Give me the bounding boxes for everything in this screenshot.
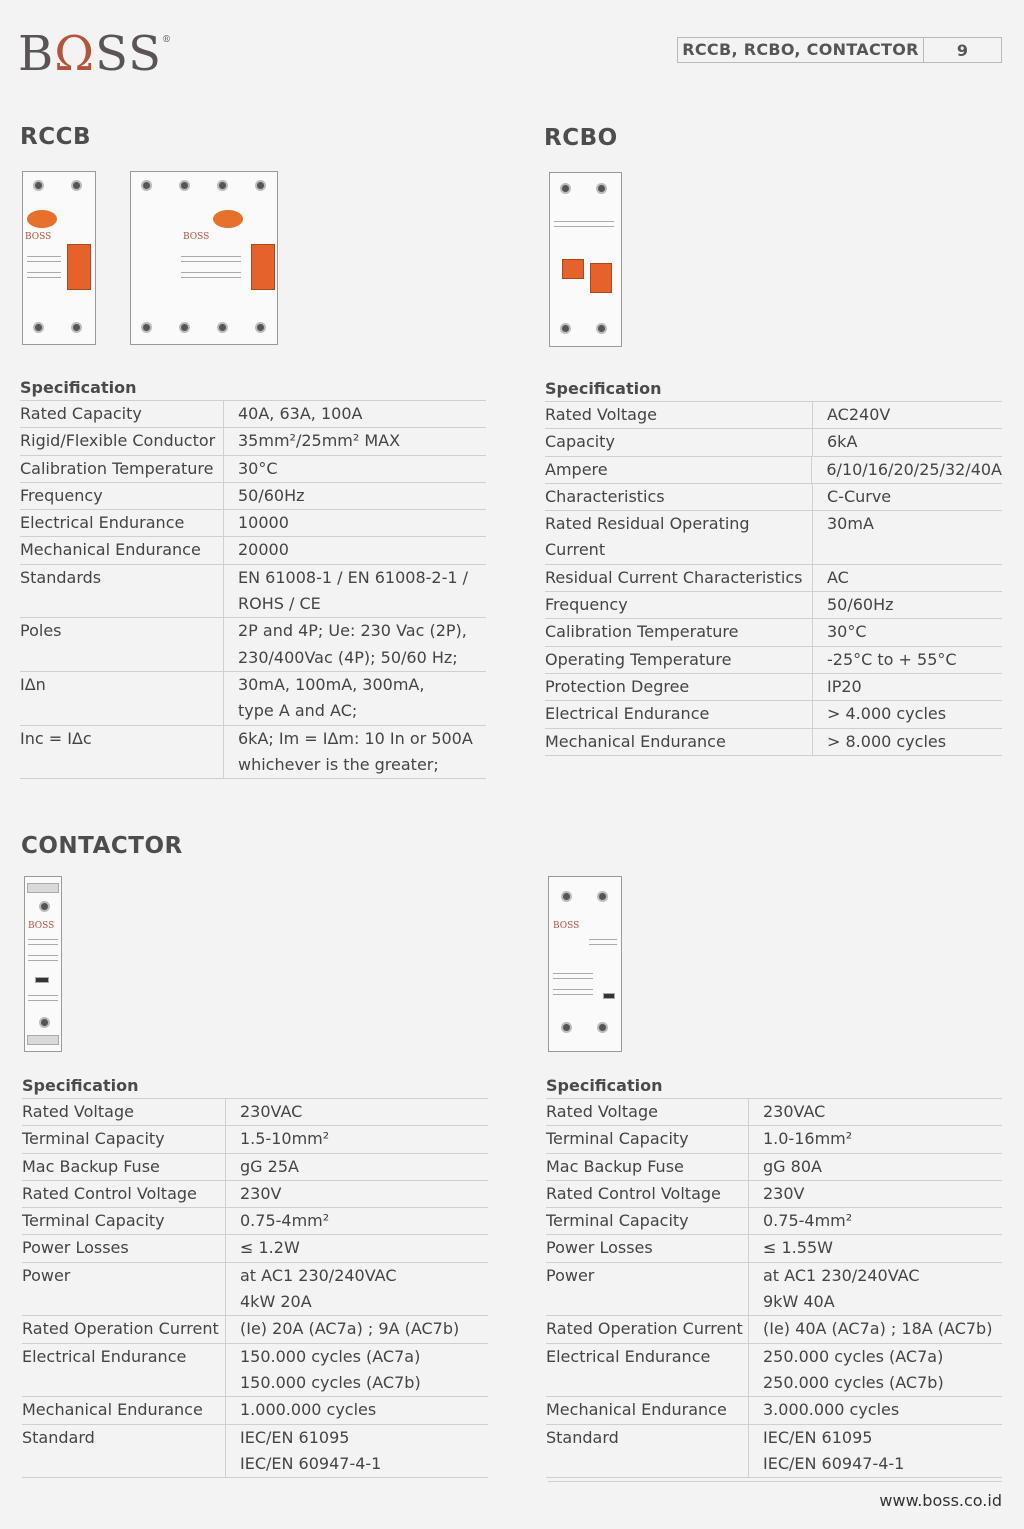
- spec-row: [20, 427, 486, 454]
- spec-value: [225, 1154, 299, 1180]
- spec-value-line: 50/60Hz: [827, 595, 894, 615]
- spec-value: [223, 510, 289, 536]
- spec-row: [546, 1098, 1002, 1125]
- spec-value-line: EN 61008-1 / EN 61008-2-1 /: [238, 567, 469, 587]
- spec-value-line: type A and AC;: [238, 701, 358, 721]
- spec-value: [223, 456, 278, 482]
- spec-row: [546, 1234, 1002, 1261]
- spec-value: [748, 1235, 833, 1261]
- spec-label: Mac Backup Fuse: [546, 1156, 684, 1176]
- spec-value-line: 150.000 cycles (AC7a): [240, 1346, 421, 1366]
- spec-label: Mac Backup Fuse: [22, 1156, 160, 1176]
- spec-row: [22, 1098, 488, 1125]
- page-header: [677, 37, 1002, 63]
- spec-value-line: 2P and 4P; Ue: 230 Vac (2P),: [238, 621, 467, 641]
- spec-value: [223, 428, 400, 454]
- spec-row: [545, 673, 1002, 700]
- spec-label: Terminal Capacity: [546, 1211, 689, 1231]
- spec-value: [225, 1397, 376, 1423]
- spec-value-line: 1.000.000 cycles: [240, 1400, 377, 1420]
- contactor-40a-spec-table: [546, 1074, 1002, 1478]
- spec-value-line: 4kW 20A: [240, 1292, 312, 1312]
- spec-label: Inc = IΔc: [20, 728, 92, 748]
- spec-value: [748, 1263, 920, 1316]
- spec-row: [545, 728, 1002, 756]
- spec-label: Characteristics: [545, 486, 665, 506]
- contactor-20a-spec-table: [22, 1074, 488, 1478]
- spec-label: Rigid/Flexible Conductor: [20, 431, 216, 451]
- spec-row: [22, 1424, 488, 1479]
- spec-value-line: gG 80A: [763, 1156, 822, 1176]
- spec-value: [748, 1397, 899, 1423]
- spec-label: Terminal Capacity: [22, 1211, 165, 1231]
- spec-row: [20, 509, 486, 536]
- spec-label: Protection Degree: [545, 676, 690, 696]
- spec-value-line: 230/400Vac (4P); 50/60 Hz;: [238, 647, 458, 667]
- spec-value: [812, 592, 894, 618]
- spec-label: Electrical Endurance: [22, 1346, 187, 1366]
- spec-row: [546, 1343, 1002, 1397]
- spec-row: [545, 483, 1002, 510]
- spec-value-line: 1.5-10mm²: [240, 1129, 330, 1149]
- spec-label: Rated Voltage: [22, 1102, 134, 1121]
- spec-row: [545, 564, 1002, 591]
- boss-logo: BΩSS®: [18, 26, 172, 82]
- contactor-40a-image: BOSS: [548, 876, 622, 1052]
- spec-value-line: 30°C: [238, 458, 278, 478]
- spec-value-line: ≤ 1.2W: [240, 1238, 300, 1258]
- contactor-title: CONTACTOR: [21, 833, 183, 859]
- spec-value: [812, 674, 862, 700]
- spec-label: Rated Operation Current: [546, 1319, 743, 1339]
- spec-value-line: (Ie) 20A (AC7a) ; 9A (AC7b): [240, 1319, 460, 1339]
- spec-value-line: 150.000 cycles (AC7b): [240, 1372, 421, 1392]
- spec-value: [223, 537, 289, 563]
- page-number: 9: [956, 40, 969, 60]
- spec-value: [223, 401, 362, 427]
- spec-row: [20, 482, 486, 509]
- spec-value-line: 6kA: [827, 432, 858, 452]
- spec-value: [223, 672, 424, 725]
- spec-value-line: IP20: [827, 676, 862, 696]
- spec-row: [546, 1180, 1002, 1207]
- spec-label: Electrical Endurance: [546, 1346, 711, 1366]
- spec-row: [22, 1262, 488, 1316]
- spec-label: Terminal Capacity: [22, 1129, 165, 1149]
- spec-row: [545, 646, 1002, 673]
- spec-label: IΔn: [20, 674, 46, 694]
- spec-value: [748, 1099, 825, 1125]
- rccb-title: RCCB: [20, 124, 91, 150]
- spec-row: [546, 1207, 1002, 1234]
- spec-value: [223, 726, 473, 779]
- rccb-4p-image: BOSS: [130, 171, 278, 345]
- spec-value: [812, 701, 946, 727]
- contactor-20a-spec-heading: Specification: [22, 1076, 139, 1095]
- spec-row: [546, 1424, 1002, 1479]
- spec-label: Rated Control Voltage: [22, 1183, 197, 1203]
- spec-row: [545, 591, 1002, 618]
- spec-value: [748, 1425, 904, 1478]
- spec-value-line: IEC/EN 60947-4-1: [763, 1453, 905, 1473]
- spec-value-line: 30mA: [827, 514, 874, 534]
- spec-row: [20, 564, 486, 618]
- spec-value-line: whichever is the greater;: [238, 754, 439, 774]
- spec-row: [546, 1153, 1002, 1180]
- spec-label: Electrical Endurance: [20, 513, 185, 533]
- spec-value: [225, 1263, 397, 1316]
- spec-value-line: 0.75-4mm²: [240, 1211, 330, 1231]
- rcbo-spec-heading: Specification: [545, 379, 662, 398]
- spec-label: Electrical Endurance: [545, 704, 710, 724]
- footer-url: www.boss.co.id: [879, 1491, 1002, 1510]
- spec-value: [748, 1181, 804, 1207]
- spec-value-line: 9kW 40A: [763, 1292, 835, 1312]
- spec-row: [545, 401, 1002, 428]
- spec-value-line: 230VAC: [240, 1102, 303, 1121]
- spec-label: Mechanical Endurance: [545, 731, 726, 751]
- spec-value: [225, 1181, 281, 1207]
- spec-value-line: AC240V: [827, 405, 891, 424]
- spec-label: Capacity: [545, 432, 615, 452]
- spec-value: [225, 1126, 329, 1152]
- spec-row: [22, 1234, 488, 1261]
- rccb-spec-table: [20, 376, 486, 779]
- spec-value: [225, 1235, 300, 1261]
- spec-label: Operating Temperature: [545, 649, 732, 669]
- spec-value-line: ROHS / CE: [238, 594, 321, 614]
- spec-row: [20, 455, 486, 482]
- spec-value-line: 40A, 63A, 100A: [238, 404, 363, 423]
- spec-row: [545, 428, 1002, 455]
- spec-label: Standard: [22, 1427, 95, 1447]
- spec-value: [748, 1316, 992, 1342]
- spec-value: [811, 457, 1002, 483]
- spec-label: Power Losses: [546, 1238, 653, 1258]
- spec-row: [546, 1262, 1002, 1316]
- spec-label: Rated Operation Current: [22, 1319, 219, 1339]
- spec-label: Mechanical Endurance: [546, 1400, 727, 1420]
- spec-value: [812, 429, 857, 455]
- spec-value-line: 0.75-4mm²: [763, 1211, 853, 1231]
- spec-row: [546, 1315, 1002, 1342]
- spec-value-line: IEC/EN 61095: [240, 1427, 350, 1447]
- spec-label: Rated Residual Operating Current: [545, 514, 750, 560]
- spec-value: [225, 1099, 302, 1125]
- spec-label: Frequency: [545, 595, 628, 615]
- spec-value: [812, 402, 890, 428]
- spec-value-line: 230VAC: [763, 1102, 826, 1121]
- spec-value-line: 6kA; Im = IΔm: 10 In or 500A: [238, 728, 473, 748]
- spec-row: [22, 1396, 488, 1423]
- contactor-20a-image: BOSS: [24, 876, 62, 1052]
- spec-value: [748, 1154, 822, 1180]
- spec-value: [812, 511, 874, 564]
- spec-value-line: 230V: [240, 1183, 282, 1203]
- spec-value-line: IEC/EN 60947-4-1: [240, 1453, 382, 1473]
- spec-label: Rated Capacity: [20, 404, 142, 423]
- spec-value-line: at AC1 230/240VAC: [240, 1265, 397, 1285]
- spec-label: Residual Current Characteristics: [545, 567, 803, 587]
- spec-value: [748, 1126, 852, 1152]
- spec-label: Rated Control Voltage: [546, 1183, 721, 1203]
- spec-label: Mechanical Endurance: [22, 1400, 203, 1420]
- spec-row: [22, 1180, 488, 1207]
- spec-value-line: 6/10/16/20/25/32/40A: [826, 459, 1002, 479]
- rccb-spec-heading: Specification: [20, 378, 137, 397]
- spec-value: [812, 729, 946, 755]
- spec-value: [223, 565, 468, 618]
- spec-label: Rated Voltage: [546, 1102, 658, 1121]
- spec-row: [545, 700, 1002, 727]
- spec-value-line: gG 25A: [240, 1156, 299, 1176]
- spec-value-line: IEC/EN 61095: [763, 1427, 873, 1447]
- spec-row: [22, 1153, 488, 1180]
- spec-value: [225, 1425, 381, 1478]
- spec-value-line: 50/60Hz: [238, 485, 305, 505]
- spec-row: [546, 1125, 1002, 1152]
- spec-label: Frequency: [20, 485, 103, 505]
- spec-value-line: -25°C to + 55°C: [827, 649, 957, 669]
- spec-label: Power Losses: [22, 1238, 129, 1258]
- spec-label: Power: [22, 1265, 71, 1285]
- spec-value-line: > 8.000 cycles: [827, 731, 947, 751]
- spec-value-line: C-Curve: [827, 486, 892, 506]
- spec-value: [223, 483, 305, 509]
- spec-label: Power: [546, 1265, 595, 1285]
- spec-value-line: > 4.000 cycles: [827, 704, 947, 724]
- spec-row: [545, 456, 1002, 483]
- spec-value-line: 30°C: [827, 622, 867, 642]
- spec-value: [812, 484, 891, 510]
- header-title: RCCB, RCBO, CONTACTOR: [678, 38, 924, 62]
- spec-row: [20, 400, 486, 427]
- spec-value: [225, 1316, 459, 1342]
- spec-value: [748, 1208, 852, 1234]
- spec-label: Rated Voltage: [545, 405, 657, 424]
- spec-label: Terminal Capacity: [546, 1129, 689, 1149]
- spec-value-line: 250.000 cycles (AC7a): [763, 1346, 944, 1366]
- spec-row: [22, 1315, 488, 1342]
- spec-row: [20, 725, 486, 780]
- spec-label: Standard: [546, 1427, 619, 1447]
- spec-label: Calibration Temperature: [545, 622, 739, 642]
- spec-value: [225, 1208, 329, 1234]
- spec-value-line: (Ie) 40A (AC7a) ; 18A (AC7b): [763, 1319, 993, 1339]
- spec-label: Standards: [20, 567, 102, 587]
- spec-row: [20, 617, 486, 671]
- rccb-2p-image: BOSS: [22, 171, 96, 345]
- spec-value-line: 20000: [238, 540, 289, 560]
- spec-row: [545, 618, 1002, 645]
- spec-value: [812, 565, 849, 591]
- spec-row: [545, 510, 1002, 564]
- spec-value: [748, 1344, 944, 1397]
- rcbo-title: RCBO: [544, 125, 618, 151]
- spec-value-line: 230V: [763, 1183, 805, 1203]
- spec-value-line: AC: [827, 567, 849, 587]
- rcbo-spec-table: [545, 377, 1002, 756]
- spec-row: [22, 1207, 488, 1234]
- spec-value-line: at AC1 230/240VAC: [763, 1265, 920, 1285]
- spec-label: Ampere: [545, 459, 608, 479]
- spec-row: [22, 1343, 488, 1397]
- spec-value-line: ≤ 1.55W: [763, 1238, 833, 1258]
- rcbo-image: [549, 172, 622, 347]
- spec-row: [22, 1125, 488, 1152]
- spec-value: [225, 1344, 421, 1397]
- spec-label: Poles: [20, 621, 62, 641]
- spec-value-line: 1.0-16mm²: [763, 1129, 853, 1149]
- spec-value-line: 3.000.000 cycles: [763, 1400, 900, 1420]
- spec-label: Mechanical Endurance: [20, 540, 201, 560]
- spec-row: [20, 536, 486, 563]
- spec-value: [812, 619, 867, 645]
- footer-divider: [548, 1481, 1002, 1482]
- spec-row: [20, 671, 486, 725]
- spec-value-line: 250.000 cycles (AC7b): [763, 1372, 944, 1392]
- contactor-40a-spec-heading: Specification: [546, 1076, 663, 1095]
- spec-value-line: 10000: [238, 513, 289, 533]
- spec-label: Calibration Temperature: [20, 458, 214, 478]
- spec-value: [223, 618, 467, 671]
- spec-value-line: 30mA, 100mA, 300mA,: [238, 674, 425, 694]
- spec-value: [812, 647, 957, 673]
- spec-row: [546, 1396, 1002, 1423]
- spec-value-line: 35mm²/25mm² MAX: [238, 431, 401, 451]
